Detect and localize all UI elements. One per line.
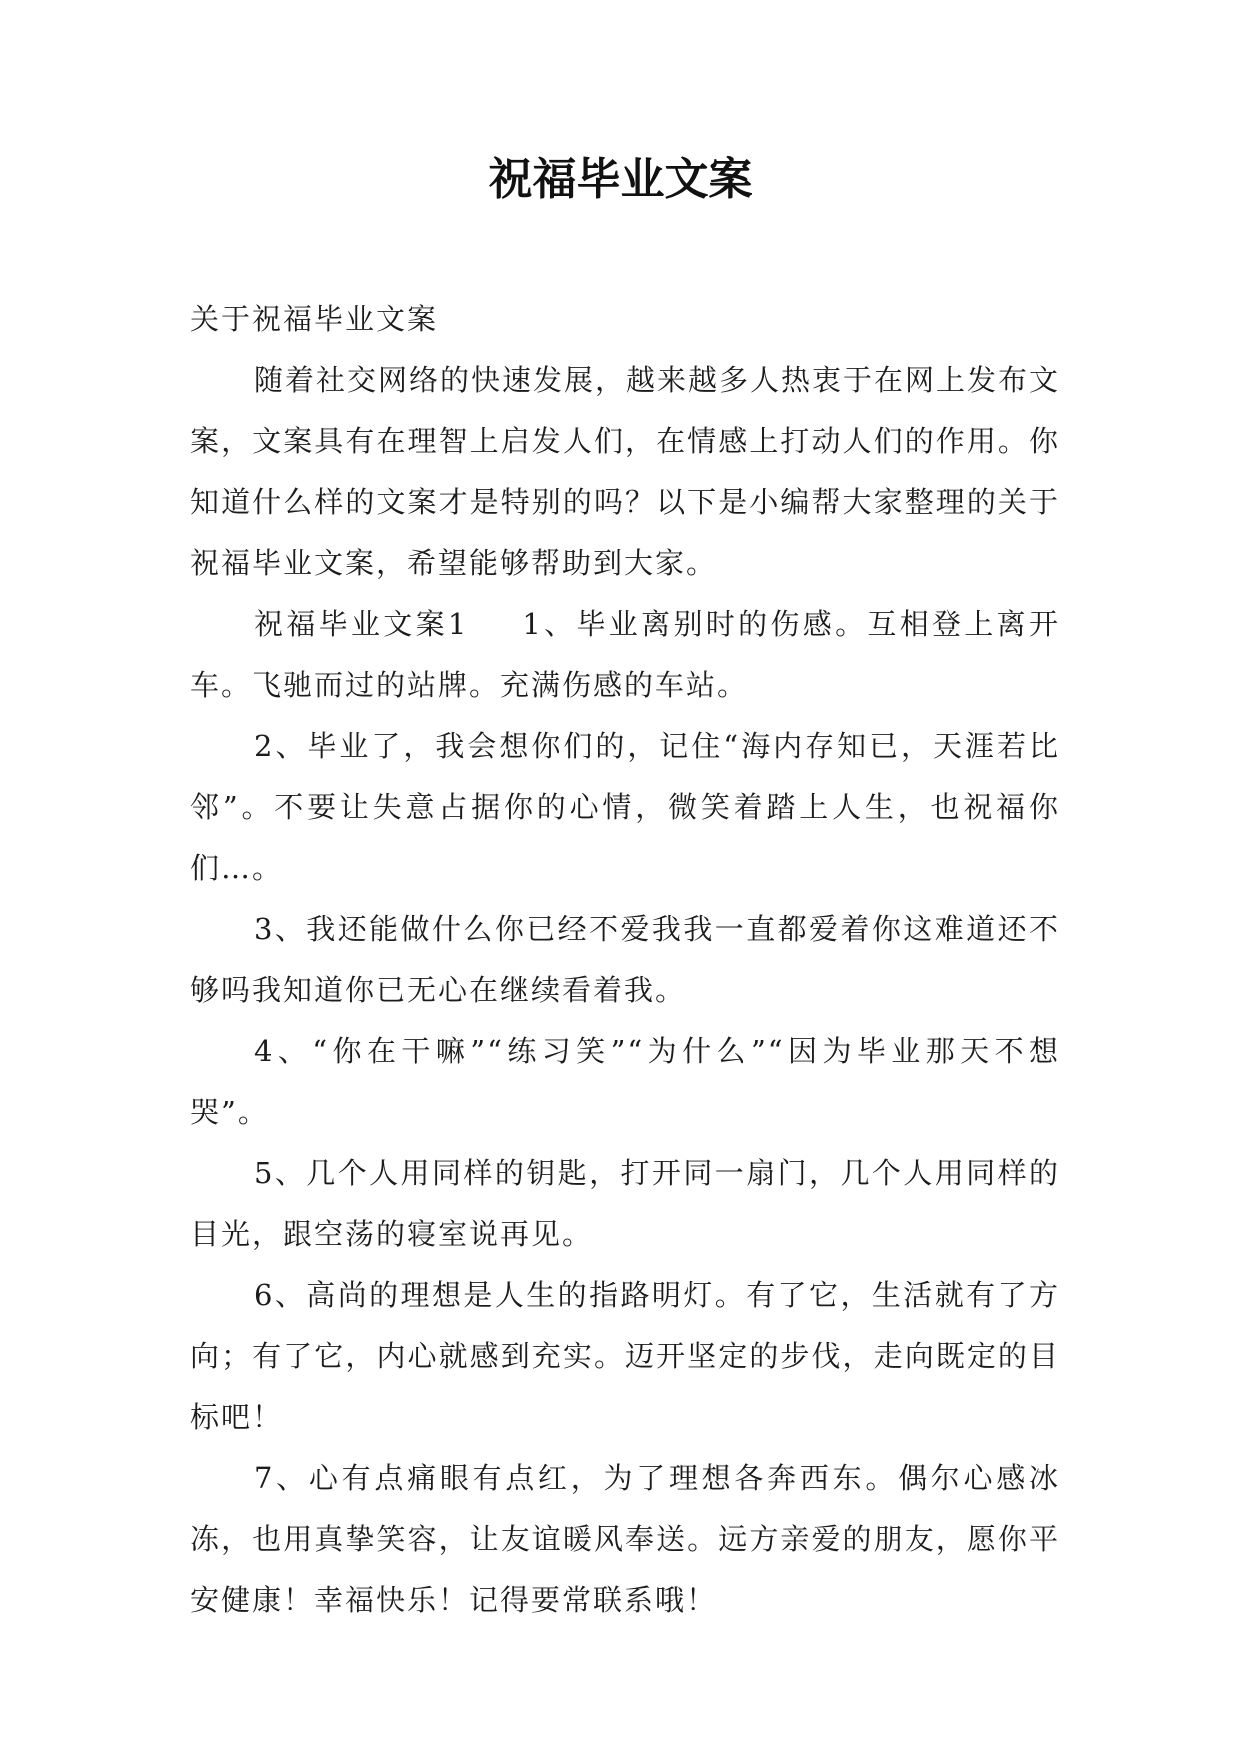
document-body (190, 289, 1060, 1631)
intro-heading: 关于祝福毕业文案 (190, 302, 439, 336)
list-item: 5、几个人用同样的钥匙，打开同一扇门，几个人用同样的目光，跟空荡的寝室说再见。 (190, 1156, 1060, 1251)
list-item: 2、毕业了，我会想你们的，记住“海内存知已，天涯若比邻”。不要让失意占据你的心情，微笑着踏上人生，也祝福你们…。 (190, 729, 1060, 885)
list-item: 3、我还能做什么你已经不爱我我一直都爱着你这难道还不够吗我知道你已无心在继续看着我。 (190, 912, 1060, 1007)
list-item-text: 1、毕业离别时的伤感。互相登上离开车。飞驰而过的站牌。充满伤感的车站。 (190, 607, 1061, 702)
list-item: 4、“你在干嘛”“练习笑”“为什么”“因为毕业那天不想哭”。 (190, 1034, 1060, 1129)
list-item: 7、心有点痛眼有点红，为了理想各奔西东。偶尔心感冰冻，也用真挚笑容，让友谊暖风奉送。远方亲爱的朋友，愿你平安健康！幸福快乐！记得要常联系哦！ (190, 1461, 1060, 1617)
intro-paragraph: 随着社交网络的快速发展，越来越多人热衷于在网上发布文案，文案具有在理智上启发人们，在情感上打动人们的作用。你知道什么样的文案才是特别的吗？以下是小编帮大家整理的关于祝福毕业文案，希望能够帮助到大家。 (190, 363, 1061, 580)
section-label: 祝福毕业文案1 (254, 607, 469, 641)
list-item: 6、高尚的理想是人生的指路明灯。有了它，生活就有了方向；有了它，内心就感到充实。迈开坚定的步伐，走向既定的目标吧！ (190, 1278, 1060, 1434)
document-title: 祝福毕业文案 (488, 154, 753, 205)
list-item (190, 594, 1060, 716)
